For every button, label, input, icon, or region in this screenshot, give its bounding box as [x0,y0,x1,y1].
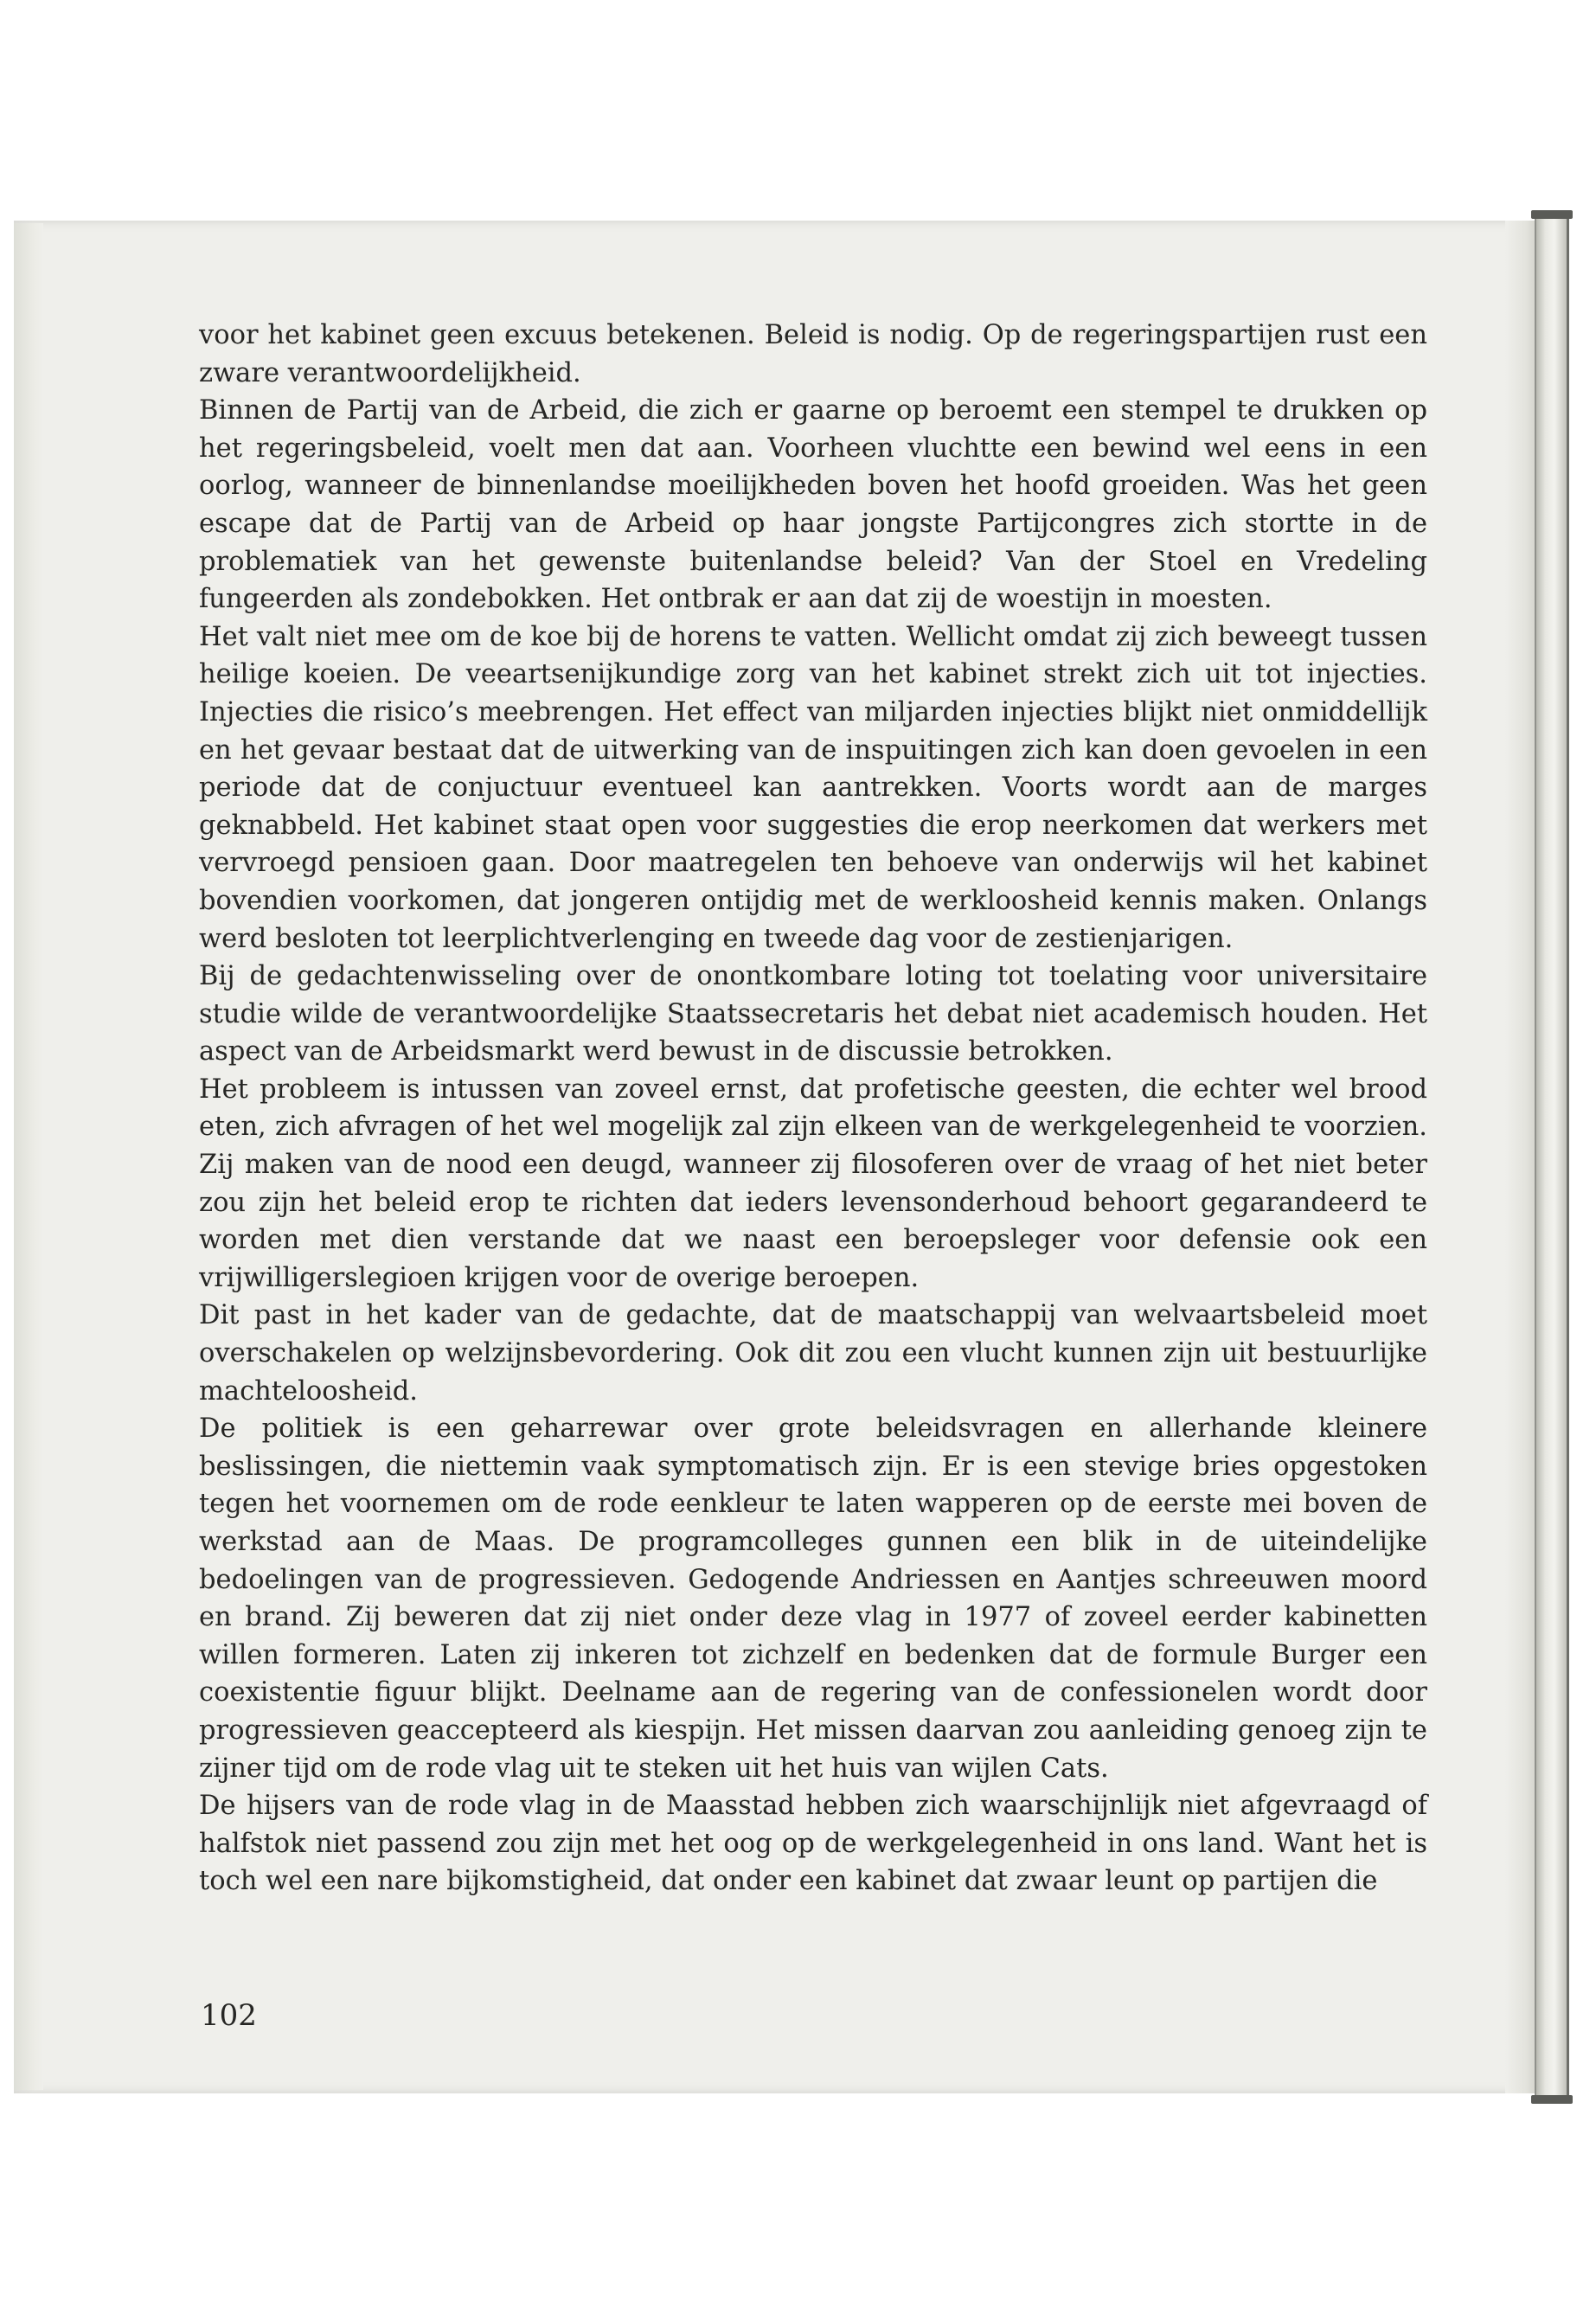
page-right-edge [1505,221,1535,2093]
paragraph: Het valt niet mee om de koe bij de horens te vatten. Wellicht omdat zij zich beweegt tussen heilige koeien. De veeartsenijkundige zorg van het kabinet strekt zich uit tot injecties. Injecties die risico’s meebrengen. Het effect van miljarden injecties blijkt niet onmiddellijk en het gevaar bestaat dat de uitwerking van de inspuitingen zich kan doen gevoelen in een periode dat de conjuctuur eventueel kan aantrekken. Voorts wordt aan de marges geknabbeld. Het kabinet staat open voor suggesties die erop neerkomen dat werkers met vervroegd pensioen gaan. Door maatregelen ten behoeve van onderwijs wil het kabinet bovendien voorkomen, dat jongeren ontijdig met de werkloosheid kennis maken. Onlangs werd besloten tot leerplichtverlenging en tweede dag voor de zestienjarigen. [199,621,1427,954]
spine-cap-top [1531,210,1573,219]
paragraph: Het probleem is intussen van zoveel ernst, dat profetische geesten, die echter wel brood eten, zich afvragen of het wel mogelijk zal zijn elkeen van de werkgelegenheid te voorzien. Zij maken van de nood een deugd, wanneer zij filosoferen over de vraag of het niet beter zou zijn het beleid erop te richten dat ieders levensonderhoud behoort gegarandeerd te worden met dien verstande dat we naast een beroepsleger voor defensie ook een vrijwilligerslegioen krijgen voor de overige beroepen. [199,1074,1427,1293]
paragraph: Dit past in het kader van de gedachte, dat de maatschappij van welvaartsbeleid moet overschakelen op welzijnsbevordering. Ook dit zou een vlucht kunnen zijn uit bestuurlijke machteloosheid. [199,1300,1427,1407]
paragraph: De hijsers van de rode vlag in de Maasstad hebben zich waarschijnlijk niet afgevraagd of halfstok niet passend zou zijn met het oog op de werkgelegenheid in ons land. Want het is toch wel een nare bijkomstigheid, dat onder een kabinet dat zwaar leunt op partijen die [199,1791,1427,1897]
page-left-edge [14,223,43,2090]
paragraph: Binnen de Partij van de Arbeid, die zich er gaarne op beroemt een stempel te drukken op het regeringsbeleid, voelt men dat aan. Voorheen vluchtte een bewind wel eens in een oorlog, wanneer de binnenlandse moeilijkheden boven het hoofd groeiden. Was het geen escape dat de Partij van de Arbeid op haar jongste Partijcongres zich stortte in de problematiek van het gewenste buitenlandse beleid? Van der Stoel en Vredeling fungeerden als zondebokken. Het ontbrak er aan dat zij de woestijn in moesten. [199,395,1427,615]
book-spine [1535,215,1569,2102]
body-text [199,317,1427,1900]
paragraph: Bij de gedachtenwisseling over de onontkombare loting tot toelating voor universitaire studie wilde de verantwoordelijke Staatssecretaris het debat niet academisch houden. Het aspect van de Arbeidsmarkt werd bewust in de discussie betrokken. [199,961,1427,1067]
paragraph: De politiek is een geharrewar over grote beleidsvragen en allerhande kleinere beslissingen, die niettemin vaak symptomatisch zijn. Er is een stevige bries opgestoken tegen het voornemen om de rode eenkleur te laten wapperen op de eerste mei boven de werkstad aan de Maas. De programcolleges gunnen een blik in de uiteindelijke bedoelingen van de progressieven. Gedogende Andriessen en Aantjes schreeuwen moord en brand. Zij beweren dat zij niet onder deze vlag in 1977 of zoveel eerder kabinetten willen formeren. Laten zij inkeren tot zichzelf en bedenken dat de formule Burger een coexistentie figuur blijkt. Deelname aan de regering van de confessionelen wordt door progressieven geaccepteerd als kiespijn. Het missen daarvan zou aanleiding genoeg zijn te zijner tijd om de rode vlag uit te steken uit het huis van wijlen Cats. [199,1413,1427,1784]
page-number: 102 [201,1998,257,2033]
paragraph: voor het kabinet geen excuus betekenen. Beleid is nodig. Op de regeringspartijen rust een zware verantwoordelijkheid. [199,320,1427,388]
spine-cap-bottom [1531,2095,1573,2104]
